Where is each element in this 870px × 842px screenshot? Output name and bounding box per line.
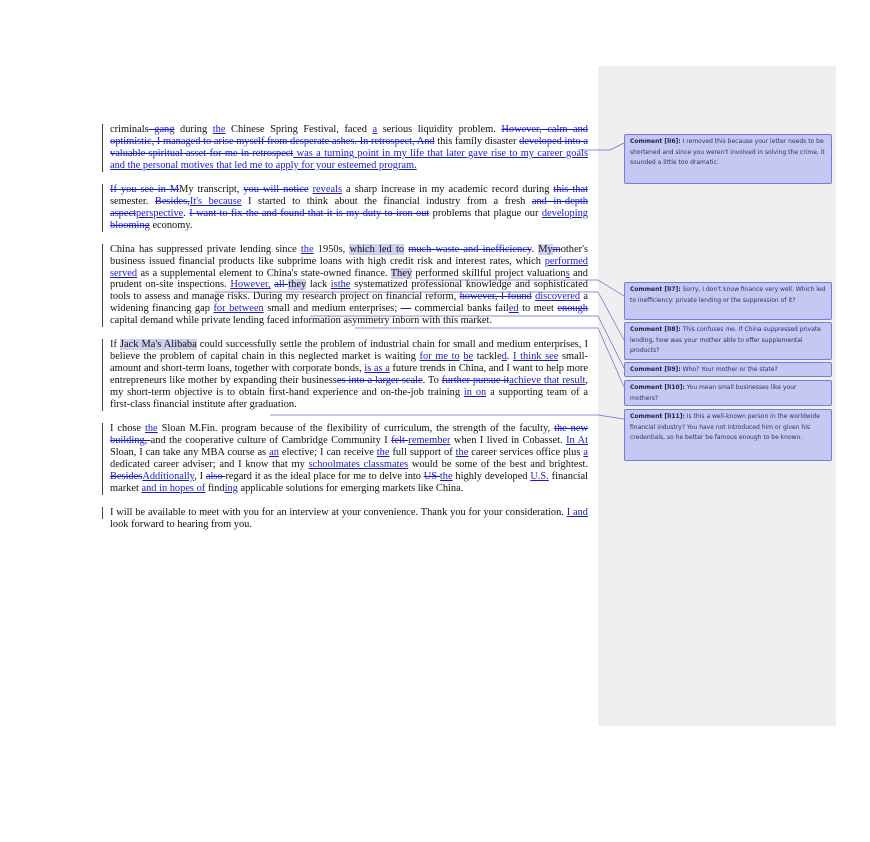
comment-label: Comment [lI10]: bbox=[630, 384, 685, 391]
body-text-run: and prudent on-site inspections. bbox=[110, 267, 588, 291]
inserted-text: for me to bbox=[419, 351, 460, 363]
body-text-run: tackle bbox=[473, 351, 502, 363]
body-text-run: dedicated career adviser; and I know that my bbox=[110, 458, 309, 470]
deleted-text: further pursue it bbox=[441, 375, 510, 387]
body-text-run: I chose bbox=[110, 423, 145, 435]
body-text-run: a supporting team of a first-class financial institute after graduation. bbox=[110, 387, 588, 411]
deleted-text: all bbox=[274, 279, 289, 291]
deleted-text: However, calm and optimistic, I managed to arise myself from desperate ashes. In retrospect, And bbox=[110, 124, 588, 147]
body-text-run: future trends in China, and I want to help more entrepreneurs like mother by expanding their business bbox=[110, 363, 588, 387]
leader-line bbox=[578, 143, 624, 150]
body-text-run: during bbox=[174, 124, 213, 135]
deleted-text: US bbox=[423, 470, 440, 482]
comment-anchor-text: Jack Ma's Alibaba bbox=[120, 339, 197, 351]
body-text-run: 1950s, bbox=[313, 243, 350, 255]
deleted-text: the new building, bbox=[110, 423, 588, 446]
comment-balloon[interactable] bbox=[624, 409, 832, 461]
inserted-text: I think see bbox=[513, 351, 559, 363]
inserted-text: d bbox=[501, 351, 507, 363]
inserted-text: isthe bbox=[330, 279, 351, 291]
inserted-text: ing bbox=[224, 482, 238, 494]
inserted-text: schoolmates classmates bbox=[308, 458, 409, 470]
inserted-text: an bbox=[269, 446, 279, 458]
body-text-run: career services office plus bbox=[468, 446, 584, 458]
body-text-run: I started to think about the financial industry from a fresh bbox=[241, 195, 532, 207]
inserted-text: the bbox=[455, 446, 469, 458]
comment-balloon[interactable] bbox=[624, 362, 832, 377]
deleted-text: this that bbox=[553, 183, 589, 195]
comment-balloon[interactable] bbox=[624, 322, 832, 360]
leader-line bbox=[420, 280, 624, 296]
body-text-run: . bbox=[531, 243, 539, 255]
body-text-run: . bbox=[183, 207, 190, 219]
body-text-run: elective; I can receive bbox=[278, 446, 377, 458]
body-text-run: to meet bbox=[518, 303, 558, 315]
inserted-text: performed served bbox=[110, 255, 588, 279]
leader-line bbox=[270, 415, 624, 419]
inserted-text: It's because bbox=[189, 195, 242, 207]
comment-anchor-text: They bbox=[390, 267, 413, 279]
inserted-text: I and bbox=[566, 506, 588, 518]
body-text-run: when I lived in Cobasset. bbox=[450, 434, 567, 446]
comment-anchor-text: My bbox=[538, 243, 553, 255]
leader-line bbox=[355, 328, 624, 387]
body-text-run: other's business issued financial products like subprime loans with high credit risk and interest rates, which bbox=[110, 243, 588, 267]
deleted-text: es into a larger scale bbox=[336, 375, 423, 387]
inserted-text: the bbox=[144, 423, 158, 435]
inserted-text: is as a bbox=[364, 363, 390, 375]
inserted-text: U.S. bbox=[530, 470, 549, 482]
deleted-text: much waste and inefficiency bbox=[408, 243, 532, 255]
body-text-run: capital demand while private lending faced information asymmetry inborn with this market. bbox=[110, 315, 493, 327]
body-text-run: systematized professional knowledge and sophisticated tools to assess and manage risks. During my research project on financial reform, bbox=[110, 279, 588, 303]
deleted-text: developed into a valuable spiritual asset for me in retrospect bbox=[110, 135, 588, 159]
body-text-run: , I bbox=[194, 470, 206, 482]
deleted-text: and in-depth aspect bbox=[110, 195, 588, 219]
body-text-run: Sloan, I can take any MBA course as bbox=[110, 446, 270, 458]
inserted-text: for between bbox=[213, 303, 264, 315]
body-text-run: would be some of the best and brightest. bbox=[408, 458, 588, 470]
inserted-text: reveals bbox=[312, 183, 342, 195]
inserted-text: and in hopes of bbox=[141, 482, 206, 494]
inserted-text: a bbox=[583, 446, 588, 458]
inserted-text: However, bbox=[230, 279, 271, 291]
comment-text: I removed this because your letter needs to be shortened and since you weren't involved in solving the crime, it sounded a little too dramatic. bbox=[630, 138, 825, 166]
comment-anchor-text: which led to bbox=[349, 243, 405, 255]
body-text-run: full support of bbox=[389, 446, 456, 458]
comment-text: Sorry, I don't know finance very well. Which led to inefficiency: private lending or the suppression of it? bbox=[630, 286, 826, 304]
deleted-text: I want to fix the and found that it is my duty to iron out bbox=[189, 207, 430, 219]
comment-balloon[interactable] bbox=[624, 380, 832, 406]
comment-balloon[interactable] bbox=[624, 282, 832, 320]
deleted-text: however, I found bbox=[459, 291, 532, 303]
body-text-run: small-amount and short-term loans, together with corporate bonds, bbox=[110, 351, 588, 375]
body-text-run: find bbox=[205, 482, 225, 494]
deleted-text: If you see in M bbox=[110, 183, 180, 195]
comment-anchor-text: they bbox=[288, 279, 307, 291]
deleted-text: m bbox=[552, 243, 561, 255]
comment-label: Comment [lI9]: bbox=[630, 366, 681, 373]
body-text-run: Sloan M.Fin. program because of the flexibility of curriculum, the strength of the faculty, bbox=[157, 423, 555, 435]
body-text-run: problems that plague our bbox=[429, 207, 542, 219]
body-text-run: commercial banks fail bbox=[411, 303, 509, 315]
body-text-run: My transcript, bbox=[179, 183, 244, 195]
body-text-run: . bbox=[506, 351, 514, 363]
body-text-run: small and medium enterprises; bbox=[263, 303, 401, 315]
body-text-run: If bbox=[110, 339, 120, 351]
inserted-text: the bbox=[376, 446, 390, 458]
inserted-text: the bbox=[212, 124, 226, 135]
body-text-run: semester. bbox=[110, 195, 155, 207]
body-text-run: serious liquidity problem. bbox=[377, 124, 502, 135]
body-text-run: I will be available to meet with you for an interview at your convenience. Thank you for your consideration. bbox=[110, 506, 567, 518]
body-text-run: this family disaster bbox=[434, 135, 520, 147]
body-text-run: economy. bbox=[149, 219, 193, 231]
deleted-text: felt bbox=[391, 434, 409, 446]
body-text-run: Chinese Spring Festival, faced bbox=[225, 124, 373, 135]
inserted-text: ed bbox=[508, 303, 519, 315]
inserted-text: remember bbox=[408, 434, 451, 446]
body-text-run: a sharp increase in my academic record during bbox=[341, 183, 554, 195]
comment-label: Comment [lI7]: bbox=[630, 286, 681, 293]
comment-label: Comment [lI11]: bbox=[630, 413, 685, 420]
body-text-run: China has suppressed private lending since bbox=[110, 243, 301, 255]
inserted-text: Additionally bbox=[142, 470, 195, 482]
deleted-text: blooming bbox=[110, 219, 150, 231]
inserted-text: was a turning point in my life that later gave rise to my career goals and the personal motives that led me to apply for your esteemed program. bbox=[110, 147, 588, 171]
deleted-text: Besides, bbox=[154, 195, 190, 207]
body-text-run: as a supplemental element to China's state-owned finance. bbox=[137, 267, 391, 279]
deleted-text: Besides bbox=[110, 470, 143, 482]
inserted-text: a bbox=[372, 124, 378, 135]
inserted-text: developing bbox=[541, 207, 588, 219]
inserted-text: In At bbox=[566, 434, 588, 446]
body-text-run: and the cooperative culture of Cambridge Community I bbox=[150, 434, 392, 446]
body-text-run: look forward to hearing from you. bbox=[110, 518, 252, 530]
comment-text: Who? Your mother or the state? bbox=[682, 366, 778, 373]
inserted-text: the bbox=[300, 243, 314, 255]
body-text-run: lack bbox=[306, 279, 331, 291]
deleted-text: gang bbox=[148, 124, 175, 135]
comment-label: Comment [lI8]: bbox=[630, 326, 681, 333]
body-text-run: could successfully settle the problem of industrial chain for small and medium enterprises, I believe the problem of capital chain in this neglected market is waiting bbox=[110, 339, 588, 363]
deleted-text: also bbox=[205, 470, 226, 482]
inserted-text: perspective bbox=[135, 207, 184, 219]
inserted-text: the bbox=[439, 470, 453, 482]
inserted-text: in on bbox=[463, 387, 487, 399]
body-text-run: financial market bbox=[110, 470, 588, 494]
body-text-run: highly developed bbox=[452, 470, 531, 482]
body-text-run: applicable solutions for emerging markets like China. bbox=[237, 482, 464, 494]
comment-text: Is this a well-known person in the worldwide financial industry? You have not introduced him or given his credentials, so he better be famous enough to be known. bbox=[630, 413, 820, 441]
comment-text: This confuses me. If China suppressed private lending, how was your mother able to offer supplemental products? bbox=[630, 326, 821, 354]
comment-label: Comment [lI6]: bbox=[630, 138, 681, 145]
deleted-text: you will notice bbox=[243, 183, 309, 195]
deleted-text: enough bbox=[557, 303, 588, 315]
leader-line bbox=[310, 316, 624, 368]
inserted-text: be bbox=[463, 351, 474, 363]
body-text-run: performed skillful project valuation bbox=[412, 267, 566, 279]
body-text-run: criminals bbox=[110, 124, 149, 135]
body-text-run: , my short-term objective is to obtain first-hand experience and on-the-job training bbox=[110, 375, 588, 399]
comment-text: You mean small businesses like your mothers? bbox=[630, 384, 797, 402]
inserted-text: discovered bbox=[535, 291, 581, 303]
comment-balloon[interactable] bbox=[624, 134, 832, 184]
body-text-run: a widening financing gap bbox=[110, 291, 588, 315]
inserted-text: achieve that result bbox=[509, 375, 586, 387]
body-text-run: regard it as the ideal place for me to delve into bbox=[225, 470, 424, 482]
deleted-text: — bbox=[400, 303, 412, 315]
body-text-run: . To bbox=[422, 375, 442, 387]
inserted-text: s bbox=[565, 267, 570, 279]
